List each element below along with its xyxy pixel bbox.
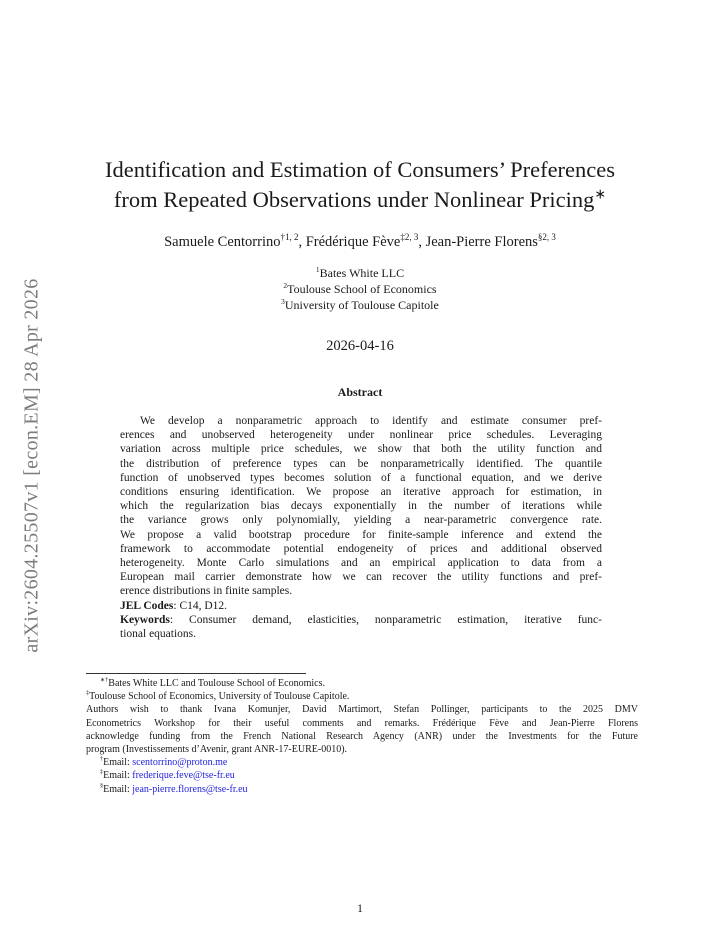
abstract-body — [120, 414, 602, 641]
email-label: Email: — [103, 770, 133, 782]
paper-title — [70, 155, 650, 215]
email-link[interactable]: frederique.feve@tse-fr.eu — [132, 770, 235, 782]
abstract-line: erences and unobserved heterogeneity under nonlinear price schedules. Leveraging — [120, 429, 602, 442]
affiliation — [70, 297, 650, 313]
abstract-line: which the regularization bias decays exponentially in the number of iterations while — [120, 500, 602, 513]
title-line-2-text: from Repeated Observations under Nonlinear Pricing — [113, 187, 595, 212]
email-footnote — [86, 783, 638, 796]
abstract-line: erence distributions in finite samples. — [120, 585, 293, 598]
footnote-rule — [86, 673, 306, 674]
author-marks: §2, 3 — [537, 232, 556, 243]
footnote-text: Bates White LLC and Toulouse School of Economics. — [108, 678, 325, 689]
email-mark: § — [100, 782, 104, 790]
footnote — [86, 677, 638, 690]
email-footnote — [86, 756, 638, 769]
keywords-line-2: tional equations. — [120, 628, 197, 641]
abstract-line: function of unobserved types becomes solution of a functional equation, and we derive — [120, 471, 602, 484]
email-link[interactable]: jean-pierre.florens@tse-fr.eu — [132, 783, 248, 795]
abstract-line: variation across multiple price schedules, we show that both the utility function and — [120, 443, 602, 456]
author-name: Frédérique Fève — [305, 234, 401, 250]
author-separator: , — [298, 234, 306, 250]
author-marks: †1, 2 — [280, 232, 299, 243]
email-mark: † — [100, 755, 104, 763]
jel-value: : C14, D12. — [173, 599, 228, 612]
email-link[interactable]: scentorrino@proton.me — [132, 757, 228, 769]
footnotes — [86, 677, 638, 796]
acknowledgement-line: Econometrics Workshop for their useful comments and remarks. Frédérique Fève and Jean-Pierre Florens — [86, 717, 638, 729]
paper-date: 2026-04-16 — [326, 338, 394, 354]
email-label: Email: — [103, 757, 133, 769]
email-mark: ‡ — [100, 769, 104, 777]
author-separator: , — [418, 234, 426, 250]
title-line-2 — [70, 185, 650, 215]
keywords — [120, 613, 602, 627]
abstract-line: European mail carrier demonstrate how we can recover the utility functions and pref- — [120, 571, 602, 584]
abstract-line: We propose a valid bootstrap procedure for finite-sample inference and extend the — [120, 528, 602, 541]
footnote-mark: ∗† — [100, 676, 109, 684]
author-marks: ‡2, 3 — [400, 232, 419, 243]
author-name: Jean-Pierre Florens — [425, 234, 538, 250]
abstract-line: We develop a nonparametric approach to identify and estimate consumer pref- — [140, 415, 602, 427]
title-line-1: Identification and Estimation of Consumers’ Preferences — [104, 157, 616, 182]
jel-label: JEL Codes — [120, 599, 174, 612]
footnote-text: Toulouse School of Economics, University of Toulouse Capitole. — [89, 691, 350, 703]
affiliation — [70, 281, 650, 297]
title-footnote-mark: ∗ — [594, 187, 607, 203]
acknowledgement-line: program (Investissements d’Avenir, grant ANR-17-EURE-0010). — [86, 744, 348, 756]
acknowledgement-line: Authors wish to thank Ivana Komunjer, David Martimort, Stefan Pollinger, participants to the 2025 DMV — [86, 704, 638, 716]
keywords-label: Keywords — [120, 613, 170, 626]
abstract-heading: Abstract — [337, 385, 383, 399]
acknowledgement-line: acknowledge funding from the French National Research Agency (ANR) under the Investments for the Future — [86, 730, 638, 742]
abstract-line: the distribution of preference types can be nonparametrically identified. The quantile — [120, 457, 602, 470]
affiliation-name: Bates White LLC — [319, 266, 405, 280]
author-name: Samuele Centorrino — [164, 234, 281, 250]
keywords-line-1: : Consumer demand, elasticities, nonparametric estimation, iterative func- — [169, 613, 602, 626]
footnote — [86, 690, 638, 703]
arxiv-stamp-text: arXiv:2604.25507v1 [econ.EM] 28 Apr 2026 — [20, 277, 43, 653]
affiliation-number: 2 — [283, 281, 288, 291]
abstract-line: conditions ensuring identification. We propose an iterative approach for estimation, in — [120, 486, 602, 499]
author-list — [70, 232, 650, 252]
affiliation-number: 3 — [281, 297, 285, 307]
abstract-line: framework to accommodate potential endogeneity of prices and additional observed — [120, 542, 602, 555]
arxiv-stamp — [10, 245, 54, 685]
email-footnote — [86, 769, 638, 782]
affiliation-name: Toulouse School of Economics — [287, 282, 437, 297]
page-number: 1 — [357, 901, 363, 915]
affiliation — [70, 265, 650, 281]
jel-codes — [120, 599, 602, 613]
footnote-mark: ‡ — [86, 689, 90, 697]
abstract-line: heterogeneity. Monte Carlo simulations and an empirical application to data from a — [120, 557, 602, 570]
affiliation-list — [70, 265, 650, 314]
abstract-line: the variance grows only polynomially, yielding a near-parametric convergence rate. — [120, 514, 602, 527]
email-label: Email: — [103, 783, 133, 795]
affiliation-name: University of Toulouse Capitole — [284, 298, 439, 313]
affiliation-number: 1 — [315, 265, 320, 274]
